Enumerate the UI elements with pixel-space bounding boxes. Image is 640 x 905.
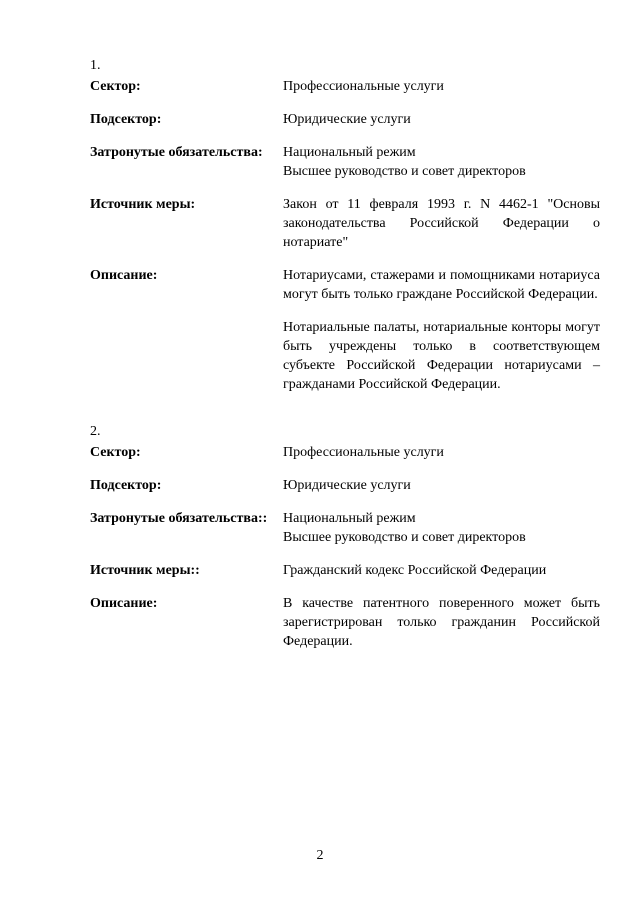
description-paragraph: Нотариальные палаты, нотариальные конторы могут быть учреждены только в соответствующем субъекте Российской Федерации нотариусами – гражданами Российской Федерации.: [283, 320, 600, 392]
field-row-obligations: [90, 509, 600, 547]
field-value: [283, 195, 600, 252]
page-number: 2: [316, 848, 324, 863]
value-line: Высшее руководство и совет директоров: [283, 530, 526, 545]
field-row-sector: [90, 77, 600, 96]
field-row-sector: [90, 443, 600, 462]
field-label: Описание:: [90, 268, 158, 283]
field-row-obligations: [90, 143, 600, 181]
field-label: Подсектор:: [90, 478, 162, 493]
value-line: Юридические услуги: [283, 112, 411, 127]
field-value: [283, 509, 600, 547]
field-value: [283, 110, 600, 129]
field-row-subsector: [90, 110, 600, 129]
field-row-measure-source: [90, 195, 600, 252]
value-line: Профессиональные услуги: [283, 79, 444, 94]
field-row-measure-source: [90, 561, 600, 580]
field-value: [283, 476, 600, 495]
field-value: [283, 443, 600, 462]
value-line: Закон от 11 февраля 1993 г. N 4462-1 "Основы законодательства Российской Федерации о нотариате": [283, 197, 600, 250]
description-paragraph: Нотариусами, стажерами и помощниками нотариуса могут быть только граждане Российской Федерации.: [283, 268, 600, 302]
value-line: Национальный режим: [283, 511, 416, 526]
field-value: [283, 266, 600, 394]
field-label: Описание:: [90, 596, 158, 611]
field-label: Подсектор:: [90, 112, 162, 127]
field-label: Сектор:: [90, 445, 141, 460]
field-label: Затронутые обязательства::: [90, 511, 268, 526]
field-value: [283, 143, 600, 181]
field-label: Сектор:: [90, 79, 141, 94]
measure-entry-1: [90, 56, 600, 394]
field-row-subsector: [90, 476, 600, 495]
field-row-description: [90, 594, 600, 651]
value-line: Национальный режим: [283, 145, 416, 160]
entry-number: 1.: [90, 58, 101, 73]
value-line: Профессиональные услуги: [283, 445, 444, 460]
field-value: [283, 77, 600, 96]
field-label: Источник меры::: [90, 563, 200, 578]
field-value: [283, 594, 600, 651]
measure-entry-2: [90, 422, 600, 651]
field-label: Затронутые обязательства:: [90, 145, 263, 160]
entry-number: 2.: [90, 424, 101, 439]
value-line: Гражданский кодекс Российской Федерации: [283, 563, 547, 578]
value-line: Высшее руководство и совет директоров: [283, 164, 526, 179]
description-paragraph: В качестве патентного поверенного может быть зарегистрирован только гражданин Российской Федерации.: [283, 596, 600, 649]
value-line: Юридические услуги: [283, 478, 411, 493]
document-content: [90, 56, 600, 665]
field-label: Источник меры:: [90, 197, 196, 212]
field-row-description: [90, 266, 600, 394]
field-value: [283, 561, 600, 580]
